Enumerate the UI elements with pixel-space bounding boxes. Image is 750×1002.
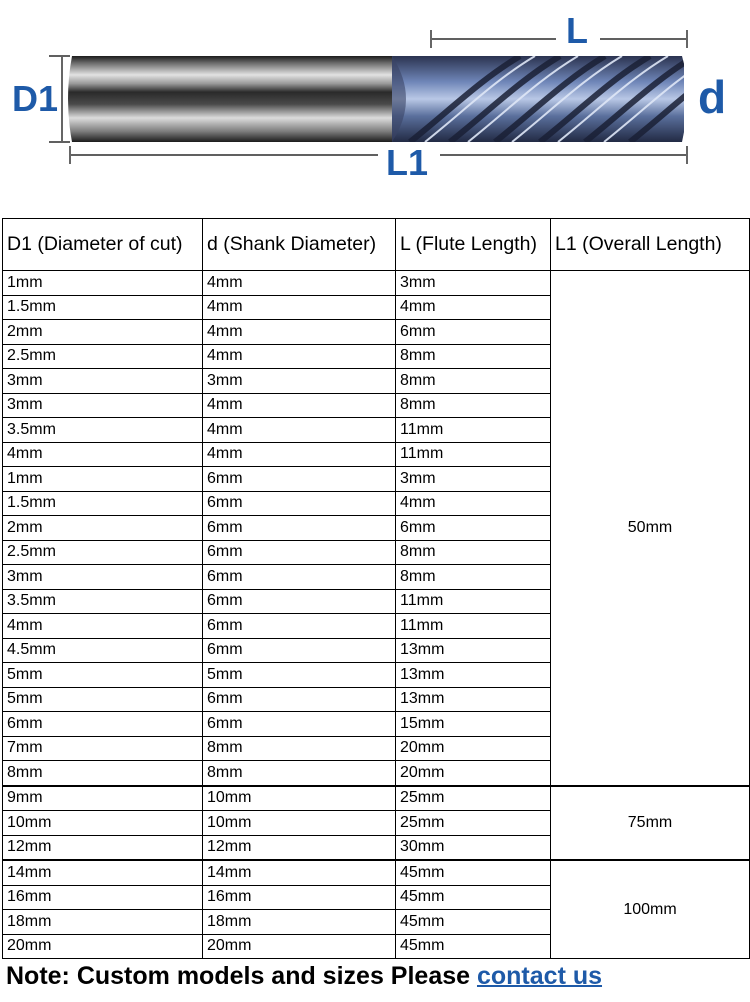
dimension-L [431,30,687,48]
cut-diameter-cell: 3.5mm [3,418,203,443]
cut-diameter-cell: 20mm [3,934,203,959]
cut-diameter-cell: 1mm [3,467,203,492]
flute-length-cell: 3mm [396,467,551,492]
flute-length-cell: 25mm [396,811,551,836]
flute-length-cell: 6mm [396,516,551,541]
cut-diameter-cell: 5mm [3,687,203,712]
label-L1: L1 [386,142,429,183]
table-row [3,271,750,296]
cut-diameter-cell: 3.5mm [3,589,203,614]
label-d: d [698,71,727,123]
flute-length-cell: 13mm [396,663,551,688]
tool-flutes [392,56,740,142]
shank-diameter-cell: 4mm [203,271,396,296]
shank-diameter-cell: 4mm [203,393,396,418]
flute-length-cell: 45mm [396,934,551,959]
shank-diameter-cell: 10mm [203,786,396,811]
flute-length-cell: 8mm [396,344,551,369]
cut-diameter-cell: 1.5mm [3,295,203,320]
shank-diameter-cell: 6mm [203,712,396,737]
cut-diameter-cell: 2.5mm [3,344,203,369]
flute-length-cell: 25mm [396,786,551,811]
overall-length-cell: 100mm [551,860,750,959]
shank-diameter-cell: 6mm [203,540,396,565]
shank-diameter-cell: 6mm [203,614,396,639]
flute-length-cell: 11mm [396,614,551,639]
cut-diameter-cell: 2mm [3,516,203,541]
table-row [3,786,750,811]
shank-diameter-cell: 6mm [203,565,396,590]
label-D1: D1 [12,78,59,119]
shank-diameter-cell: 4mm [203,295,396,320]
shank-diameter-cell: 6mm [203,516,396,541]
shank-diameter-cell: 18mm [203,910,396,935]
cut-diameter-cell: 4mm [3,442,203,467]
end-mill-diagram [0,0,750,200]
flute-length-cell: 11mm [396,418,551,443]
shank-diameter-cell: 4mm [203,418,396,443]
cut-diameter-cell: 8mm [3,761,203,786]
shank-diameter-cell: 12mm [203,835,396,860]
table-row [3,860,750,885]
cut-diameter-cell: 5mm [3,663,203,688]
overall-length-cell: 75mm [551,786,750,861]
header-shank-diameter: d (Shank Diameter) [203,219,396,271]
spec-table [2,218,750,959]
header-overall-length: L1 (Overall Length) [551,219,750,271]
overall-length-cell: 50mm [551,271,750,786]
flute-length-cell: 13mm [396,638,551,663]
flute-length-cell: 3mm [396,271,551,296]
footer-note [6,962,602,991]
cut-diameter-cell: 4mm [3,614,203,639]
cut-diameter-cell: 3mm [3,565,203,590]
cut-diameter-cell: 1.5mm [3,491,203,516]
flute-length-cell: 13mm [396,687,551,712]
cut-diameter-cell: 4.5mm [3,638,203,663]
flute-length-cell: 11mm [396,442,551,467]
tool-shank [68,56,394,142]
flute-length-cell: 4mm [396,491,551,516]
flute-length-cell: 45mm [396,910,551,935]
cut-diameter-cell: 1mm [3,271,203,296]
flute-length-cell: 20mm [396,736,551,761]
flute-length-cell: 8mm [396,540,551,565]
shank-diameter-cell: 10mm [203,811,396,836]
shank-diameter-cell: 4mm [203,344,396,369]
header-cut-diameter: D1 (Diameter of cut) [3,219,203,271]
cut-diameter-cell: 7mm [3,736,203,761]
shank-diameter-cell: 6mm [203,687,396,712]
flute-length-cell: 11mm [396,589,551,614]
dimension-L1 [70,146,687,164]
shank-diameter-cell: 8mm [203,761,396,786]
shank-diameter-cell: 8mm [203,736,396,761]
cut-diameter-cell: 14mm [3,860,203,885]
flute-length-cell: 8mm [396,393,551,418]
cut-diameter-cell: 16mm [3,885,203,910]
end-mill-illustration [0,0,750,200]
shank-diameter-cell: 6mm [203,491,396,516]
cut-diameter-cell: 3mm [3,393,203,418]
flute-length-cell: 45mm [396,885,551,910]
shank-diameter-cell: 6mm [203,638,396,663]
cut-diameter-cell: 18mm [3,910,203,935]
flute-length-cell: 6mm [396,320,551,345]
shank-diameter-cell: 6mm [203,467,396,492]
label-L: L [566,10,588,51]
cut-diameter-cell: 9mm [3,786,203,811]
cut-diameter-cell: 2mm [3,320,203,345]
note-text: Note: Custom models and sizes Please [6,962,477,990]
shank-diameter-cell: 6mm [203,589,396,614]
flute-length-cell: 8mm [396,565,551,590]
flute-length-cell: 45mm [396,860,551,885]
shank-diameter-cell: 5mm [203,663,396,688]
flute-length-cell: 4mm [396,295,551,320]
cut-diameter-cell: 12mm [3,835,203,860]
cut-diameter-cell: 10mm [3,811,203,836]
table-body [3,271,750,959]
shank-diameter-cell: 20mm [203,934,396,959]
cut-diameter-cell: 3mm [3,369,203,394]
cut-diameter-cell: 6mm [3,712,203,737]
flute-length-cell: 15mm [396,712,551,737]
shank-diameter-cell: 4mm [203,442,396,467]
contact-us-link[interactable]: contact us [476,962,603,990]
flute-length-cell: 30mm [396,835,551,860]
flute-length-cell: 8mm [396,369,551,394]
shank-diameter-cell: 4mm [203,320,396,345]
header-flute-length: L (Flute Length) [396,219,551,271]
flute-length-cell: 20mm [396,761,551,786]
cut-diameter-cell: 2.5mm [3,540,203,565]
shank-diameter-cell: 16mm [203,885,396,910]
table-header-row [3,219,750,271]
shank-diameter-cell: 3mm [203,369,396,394]
shank-diameter-cell: 14mm [203,860,396,885]
